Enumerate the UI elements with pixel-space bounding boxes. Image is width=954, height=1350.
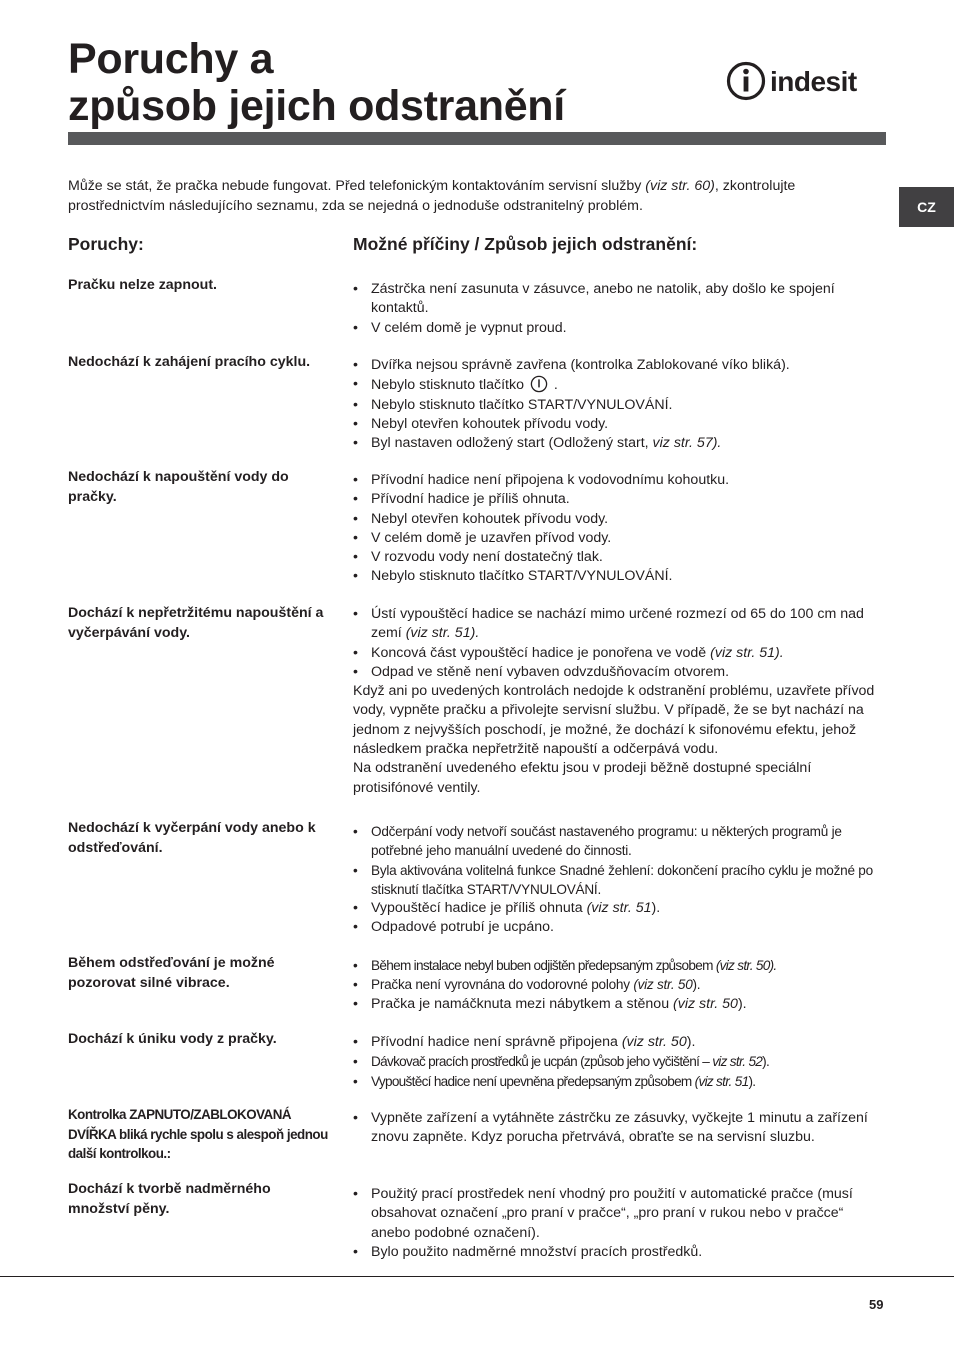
cause-list bbox=[353, 1185, 858, 1262]
fault-label: Kontrolka ZAPNUTO/ZABLOKOVANÁ DVÍŘKA bliká rychle spolu s alespoň jednou další kontrolkou.: bbox=[68, 1107, 328, 1161]
cause-list bbox=[353, 822, 888, 938]
intro-paragraph bbox=[68, 177, 886, 216]
cause-item: • Nebyl otevřen kohoutek přívodu vody. bbox=[353, 510, 888, 529]
cause-item bbox=[353, 375, 888, 395]
cause-note: Na odstranění uvedeného efektu jsou v prodeji běžně dostupné speciální protisifónové ventily. bbox=[353, 760, 812, 796]
cause-list bbox=[353, 471, 888, 587]
cause-item: • Odpad ve stěně není vybaven odvzdušňovacím otvorem. bbox=[353, 663, 888, 682]
page-ref: (viz str. 50 bbox=[633, 977, 693, 993]
fault-label: Během odstřeďování je možné pozorovat silné vibrace. bbox=[68, 955, 275, 991]
cause-item: • Dvířka nejsou správně zavřena (kontrolka Zablokované víko bliká). bbox=[353, 356, 888, 375]
page-title-line-1: Poruchy a bbox=[68, 35, 274, 83]
page-ref: viz str. 52 bbox=[712, 1054, 763, 1070]
cause-item: • Přívodní hadice není připojena k vodovodnímu kohoutku. bbox=[353, 471, 888, 490]
indesit-logo-wordmark: indesit bbox=[770, 66, 857, 97]
cause-text-after: ). bbox=[748, 1073, 756, 1089]
page-title bbox=[68, 36, 565, 130]
cause-item bbox=[353, 1072, 888, 1091]
cause-text: Ústí vypouštěcí hadice se nachází mimo určené rozmezí od 65 do 100 cm nad zemí bbox=[371, 606, 864, 642]
cause-item: • Použitý prací prostředek není vhodný pro použití v automatické pračce (musí obsahovat označení „pro praní v pračce“, „pro praní v rukou nebo v pračce“ anebo podobné označení). bbox=[353, 1185, 858, 1243]
cause-text: Během instalace nebyl buben odjištěn předepsaným způsobem bbox=[371, 958, 716, 973]
page-ref: viz str. 57). bbox=[652, 435, 722, 452]
cause-list bbox=[353, 1109, 888, 1148]
page-ref: (viz str. 50 bbox=[621, 1034, 687, 1050]
cause-item: • V celém domě je uzavřen přívod vody. bbox=[353, 529, 888, 548]
cause-list bbox=[353, 605, 888, 682]
cause-item: • Vypněte zařízení a vytáhněte zástrčku ze zásuvky, vyčkejte 1 minutu a zařízení znovu zapněte. Kdyz porucha přetrvává, obraťte se na servisní sluzbu. bbox=[353, 1109, 888, 1148]
cause-block bbox=[353, 605, 888, 798]
cause-item bbox=[353, 995, 888, 1014]
cause-item bbox=[353, 605, 888, 644]
fault-label: Nedochází k zahájení pracího cyklu. bbox=[68, 354, 311, 370]
footer-rule bbox=[0, 1276, 954, 1277]
causes-heading: Možné příčiny / Způsob jejich odstranění: bbox=[353, 234, 698, 254]
indesit-logo bbox=[726, 60, 888, 102]
cause-item: • Byla aktivována volitelná funkce Snadné žehlení: dokončení pracího cyklu je možné po stisknutí tlačítka START/VYNULOVÁNÍ. bbox=[353, 861, 888, 900]
cause-note: Když ani po uvedených kontrolách nedojde k odstranění problému, uzavřete přívod vody, vypněte pračku a přivolejte servisní službu. V případě, že se byt nachází na jednom z nejvyšších poschodí, je možné, že dochází k sifonovému efektu, jehož následkem pračka nepřetržitě napouští a odčerpává vodu. bbox=[353, 683, 875, 758]
fault-label: Dochází k úniku vody z pračky. bbox=[68, 1031, 277, 1047]
fault-label: Dochází k tvorbě nadměrného množství pěny. bbox=[68, 1181, 271, 1217]
cause-text-after: ). bbox=[686, 1034, 696, 1050]
cause-text: Byl nastaven odložený start (Odložený start, bbox=[371, 435, 653, 452]
title-rule bbox=[68, 132, 886, 145]
cause-text: Přívodní hadice není správně připojena bbox=[371, 1034, 622, 1050]
cause-text: Vypouštěcí hadice je příliš ohnuta bbox=[371, 900, 587, 917]
fault-label: Nedochází k vyčerpání vody anebo k odstřeďování. bbox=[68, 820, 316, 856]
cause-text-after: ). bbox=[692, 977, 701, 993]
cause-text-after: ). bbox=[762, 1054, 770, 1070]
cause-item: • Nebyl otevřen kohoutek přívodu vody. bbox=[353, 415, 888, 434]
cause-text: Pračka není vyrovnána do vodorovné polohy bbox=[371, 977, 634, 993]
cause-item: • V celém domě je vypnut proud. bbox=[353, 319, 888, 338]
cause-item bbox=[353, 434, 888, 453]
cause-item: • V rozvodu vody není dostatečný tlak. bbox=[353, 548, 888, 567]
cause-text: Dávkovač pracích prostředků je ucpán (způsob jeho vyčištění – bbox=[371, 1054, 713, 1070]
cause-text-after: ). bbox=[651, 900, 661, 917]
page-ref: (viz str. 51 bbox=[586, 900, 652, 917]
cause-list bbox=[353, 956, 888, 1014]
cause-text: Nebylo stisknuto tlačítko bbox=[371, 377, 524, 394]
intro-text-2: , zkontrolujte prostřednictvím následujícího seznamu, zda se nejedná o jednoduše odstranitelný problém. bbox=[68, 178, 796, 214]
cause-item: • Nebylo stisknuto tlačítko START/VYNULOVÁNÍ. bbox=[353, 396, 888, 415]
cause-item: • Přívodní hadice je příliš ohnuta. bbox=[353, 490, 888, 509]
page-ref: (viz str. 51). bbox=[405, 625, 480, 642]
cause-item bbox=[353, 1033, 888, 1052]
cause-item: • Nebylo stisknuto tlačítko START/VYNULOVÁNÍ. bbox=[353, 567, 888, 586]
cause-text-after: ). bbox=[737, 995, 747, 1012]
page-ref: (viz str. 51 bbox=[694, 1073, 749, 1089]
cause-item bbox=[353, 644, 888, 663]
cause-list bbox=[353, 1033, 888, 1091]
intro-text-1: Může se stát, že pračka nebude fungovat. Před telefonickým kontaktováním servisní služby bbox=[68, 178, 646, 194]
cause-item bbox=[353, 1052, 888, 1071]
cause-item: • Odpadové potrubí je ucpáno. bbox=[353, 918, 888, 937]
power-icon bbox=[530, 375, 548, 393]
cause-list bbox=[353, 280, 888, 338]
page-ref: (viz str. 51). bbox=[710, 644, 784, 661]
page-ref: (viz str. 50). bbox=[715, 958, 777, 973]
page-title-line-2: způsob jejich odstranění bbox=[68, 82, 565, 130]
page-ref: (viz str. 50 bbox=[673, 995, 738, 1012]
cause-item bbox=[353, 975, 888, 994]
intro-page-ref: (viz str. 60) bbox=[645, 178, 715, 194]
fault-label: Dochází k nepřetržitému napouštění a vyčerpávání vody. bbox=[68, 605, 324, 641]
cause-item: • Zástrčka není zasunuta v zásuvce, anebo ne natolik, aby došlo ke spojení kontaktů. bbox=[353, 280, 888, 319]
cause-item bbox=[353, 956, 888, 975]
page-number: 59 bbox=[869, 1297, 884, 1312]
cause-text: Koncová část vypouštěcí hadice je ponořena ve vodě bbox=[371, 644, 711, 661]
cause-text: Pračka je namáčknuta mezi nábytkem a stěnou bbox=[371, 995, 674, 1012]
faults-heading: Poruchy: bbox=[68, 234, 144, 254]
language-tab: CZ bbox=[899, 187, 954, 227]
cause-item: • Odčerpání vody netvoří součást nastaveného programu: u některých programů je potřebné jeho manuální uvedené do činnosti. bbox=[353, 822, 888, 861]
cause-text: Vypouštěcí hadice není upevněna předepsaným způsobem bbox=[371, 1073, 695, 1089]
fault-label: Nedochází k napouštění vody do pračky. bbox=[68, 469, 289, 505]
cause-item bbox=[353, 899, 888, 918]
cause-list bbox=[353, 356, 888, 453]
cause-item: • Bylo použito nadměrné množství pracích prostředků. bbox=[353, 1243, 858, 1262]
fault-label: Pračku nelze zapnout. bbox=[68, 277, 218, 293]
cause-text-after: . bbox=[553, 377, 558, 394]
